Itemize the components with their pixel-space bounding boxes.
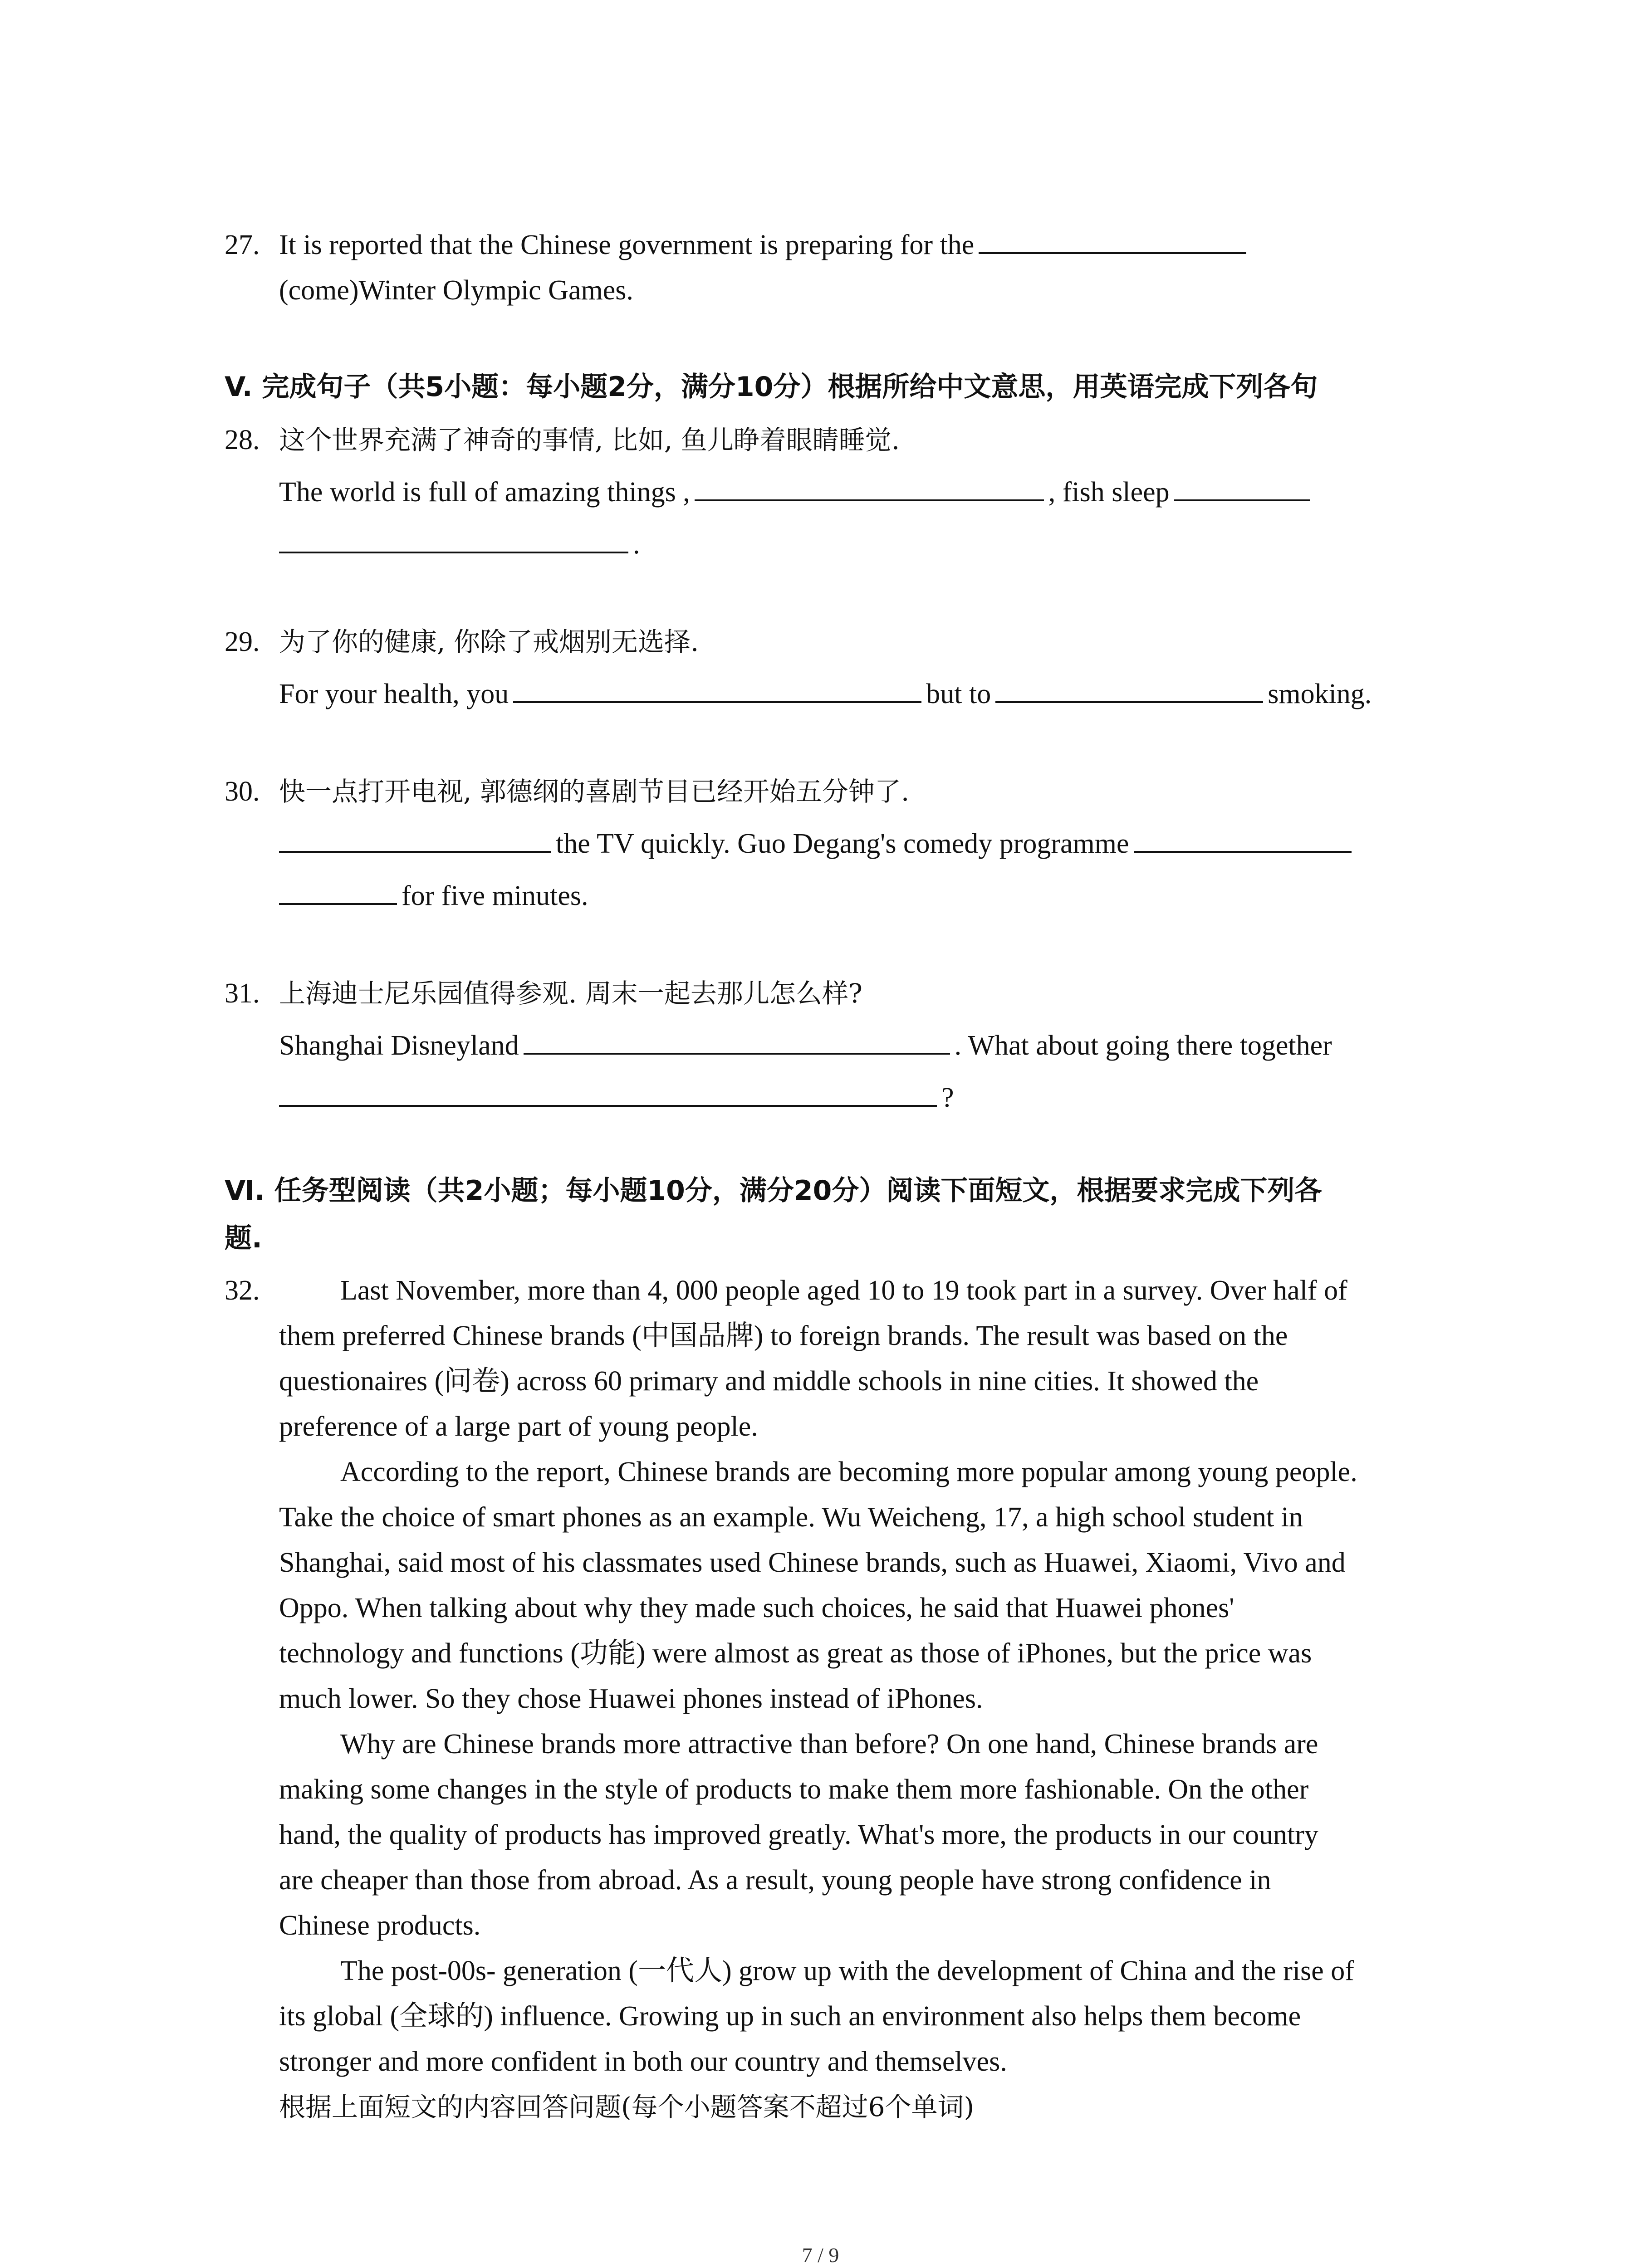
- q29-blank-2[interactable]: [995, 676, 1263, 703]
- passage-line: Why are Chinese brands more attractive than before? On one hand, Chinese brands are: [340, 1729, 1318, 1760]
- q31-text-a: Shanghai Disneyland: [279, 1030, 519, 1061]
- q28-blank-2[interactable]: [1174, 474, 1310, 501]
- q30-blank-2[interactable]: [1134, 826, 1352, 853]
- q27-line2: (come)Winter Olympic Games.: [279, 275, 633, 306]
- page-number: 7 / 9: [802, 2244, 839, 2267]
- q29-text-a: For your health, you: [279, 679, 509, 709]
- q30-chinese: 快一点打开电视, 郭德纲的喜剧节目已经开始五分钟了.: [279, 776, 910, 807]
- q30-text-a: the TV quickly. Guo Degang's comedy programme: [556, 828, 1129, 859]
- passage-line: According to the report, Chinese brands are becoming more popular among young people.: [340, 1457, 1357, 1487]
- q31-blank-1[interactable]: [524, 1027, 950, 1055]
- q30-line2: [279, 878, 588, 914]
- q28-blank-3[interactable]: [279, 526, 628, 553]
- q28-end: .: [633, 529, 640, 560]
- q28-text-a: The world is full of amazing things ,: [279, 477, 690, 508]
- passage-line: them preferred Chinese brands (中国品牌) to foreign brands. The result was based on the: [279, 1320, 1288, 1351]
- q31-blank-2[interactable]: [279, 1080, 937, 1107]
- q28-chinese: 这个世界充满了神奇的事情, 比如, 鱼儿睁着眼睛睡觉.: [279, 425, 900, 455]
- question-number-28: 28.: [225, 425, 260, 455]
- passage-line: Oppo. When talking about why they made such choices, he said that Huawei phones': [279, 1593, 1234, 1623]
- q31-text-b: . What about going there together: [954, 1030, 1332, 1061]
- passage-line: Shanghai, said most of his classmates used Chinese brands, such as Huawei, Xiaomi, Vivo and: [279, 1547, 1346, 1578]
- question-number-31: 31.: [225, 978, 260, 1009]
- passage-line: making some changes in the style of products to make them more fashionable. On the other: [279, 1774, 1309, 1805]
- q30-blank-3[interactable]: [279, 878, 397, 905]
- question-number-32: 32.: [225, 1275, 260, 1306]
- passage-line: hand, the quality of products has improved greatly. What's more, the products in our country: [279, 1819, 1318, 1850]
- q32-instruction: 根据上面短文的内容回答问题(每个小题答案不超过6个单词): [279, 2092, 975, 2122]
- q27-text: It is reported that the Chinese government is preparing for the: [279, 230, 975, 260]
- q29-text-b: but to: [926, 679, 991, 709]
- passage-line: technology and functions (功能) were almost as great as those of iPhones, but the price was: [279, 1638, 1312, 1669]
- q28-text-b: , fish sleep: [1048, 477, 1170, 508]
- passage-line: preference of a large part of young people.: [279, 1411, 758, 1442]
- q27-answer-blank[interactable]: [979, 227, 1246, 254]
- q28-line2: [279, 526, 640, 562]
- section-6-title-line1: Ⅵ. 任务型阅读（共2小题；每小题10分，满分20分）阅读下面短文，根据要求完成下列各: [225, 1175, 1322, 1207]
- question-number-27: 27.: [225, 230, 260, 260]
- passage-line: questionaires (问卷) across 60 primary and middle schools in nine cities. It showed the: [279, 1366, 1259, 1397]
- passage-line: are cheaper than those from abroad. As a result, young people have strong confidence in: [279, 1865, 1271, 1896]
- q28-line1: [279, 474, 1315, 510]
- q28-blank-1[interactable]: [695, 474, 1044, 501]
- passage-line: Last November, more than 4, 000 people aged 10 to 19 took part in a survey. Over half of: [340, 1275, 1347, 1306]
- q30-text-b: for five minutes.: [402, 880, 588, 911]
- passage-line: stronger and more confident in both our country and themselves.: [279, 2046, 1007, 2077]
- q31-chinese: 上海迪士尼乐园值得参观. 周末一起去那儿怎么样?: [279, 978, 862, 1009]
- question-number-29: 29.: [225, 626, 260, 657]
- q29-text-c: smoking.: [1268, 679, 1372, 709]
- section-5-title: V. 完成句子（共5小题：每小题2分，满分10分）根据所给中文意思，用英语完成下列各句: [225, 371, 1318, 403]
- q30-line1: [279, 826, 1356, 862]
- q31-line2: [279, 1080, 954, 1116]
- q29-line1: [279, 676, 1372, 712]
- passage-line: much lower. So they chose Huawei phones instead of iPhones.: [279, 1683, 983, 1714]
- q29-blank-1[interactable]: [513, 676, 921, 703]
- q30-blank-1[interactable]: [279, 826, 551, 853]
- passage-line: its global (全球的) influence. Growing up in such an environment also helps them become: [279, 2001, 1301, 2032]
- q29-chinese: 为了你的健康, 你除了戒烟别无选择.: [279, 626, 699, 657]
- q31-line1: [279, 1027, 1332, 1064]
- passage-line: Chinese products.: [279, 1910, 481, 1941]
- question-number-30: 30.: [225, 776, 260, 807]
- passage-line: The post-00s- generation (一代人) grow up with the development of China and the rise of: [340, 1955, 1354, 1986]
- section-6-title-line2: 题.: [225, 1222, 262, 1254]
- q27-line1: [279, 227, 1251, 263]
- q31-end: ?: [941, 1082, 954, 1113]
- passage-line: Take the choice of smart phones as an example. Wu Weicheng, 17, a high school student in: [279, 1502, 1303, 1533]
